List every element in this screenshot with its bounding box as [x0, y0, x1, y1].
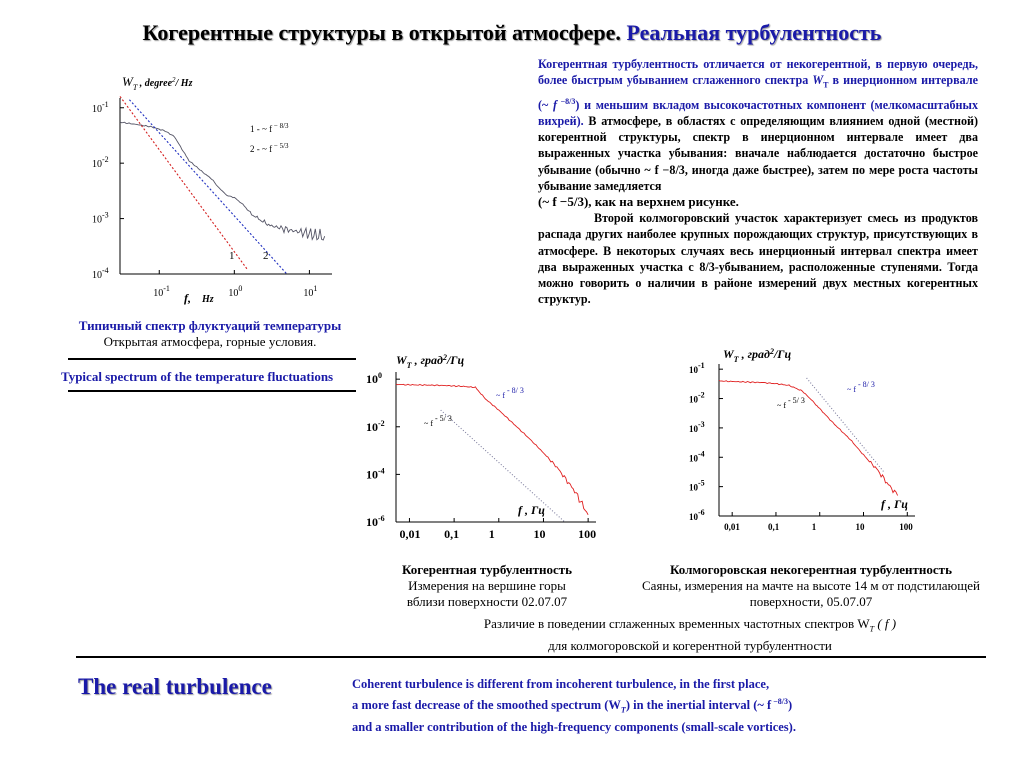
title-black: Когерентные структуры в открытой атмосфере.	[142, 20, 621, 45]
annotation-5-3: ~ f - 5/ 3	[424, 414, 452, 428]
series-line-2	[807, 378, 885, 473]
y-tick-label: $10^{-2}$	[92, 155, 109, 171]
footer-title: The real turbulence	[78, 674, 272, 699]
y-tick-label: 10-1	[689, 361, 705, 376]
left-caption-subtitle: Открытая атмосфера, горные условия.	[103, 334, 317, 349]
p1-blue-b: в инерционном интервале (~	[538, 73, 978, 112]
y-tick-label: 10-6	[689, 508, 705, 522]
annotation-8-3: ~ f - 8/ 3	[496, 386, 524, 400]
y-tick-label: $10^{-4}$	[366, 466, 385, 482]
x-tick-label: $10^0$	[228, 284, 243, 299]
annotation-8-3: ~ f - 8/ 3	[847, 380, 875, 394]
p1-sym-f: f	[552, 97, 557, 112]
left-caption-title: Типичный спектр флуктуаций температуры	[78, 318, 342, 333]
y-tick-label: $10^{-1}$	[92, 99, 109, 115]
annotation-5-3: ~ f - 5/ 3	[777, 396, 805, 410]
x-axis-label: f , Гц	[881, 497, 908, 511]
left-divider-top	[68, 358, 356, 360]
x-tick-label: $10^1$	[303, 284, 318, 299]
middle-caption-line2: вблизи поверхности 02.07.07	[406, 594, 568, 609]
p1-blue-a: Когерентная турбулентность отличается от некогерентной, в первую очередь, более быстрым убыванием сглаженного спектра	[538, 57, 978, 88]
footer-line2a: a more fast decrease of the smoothed spectrum (W	[352, 698, 621, 713]
y-tick-label: 10-5	[689, 478, 705, 493]
series-line-1	[719, 380, 898, 495]
y-tick-label: $10^0$	[366, 371, 382, 387]
title-blue: Реальная турбулентность	[626, 20, 882, 45]
y-tick-label: 10-2	[689, 390, 705, 405]
series-line-2	[441, 410, 565, 522]
x-tick-label: 0,01	[724, 522, 740, 532]
right-caption	[618, 562, 1004, 610]
right-caption-line2: поверхности, 05.07.07	[749, 594, 873, 609]
y-axis-label: $W_T$ , град$^2$/Гц	[396, 353, 465, 370]
p1-end: (~ f −5/3), как на верхнем рисунке.	[538, 194, 739, 210]
series-line-1	[120, 122, 325, 240]
footer-line1: Coherent turbulence is different from incoherent turbulence, in the first place,	[352, 677, 770, 691]
footer-line2-sub: T	[620, 705, 626, 715]
legend-entry: 1 - ~ f $^{- 8/3}$	[250, 122, 289, 134]
x-axis-label: f,	[184, 291, 191, 305]
comparison-line2: для колмогоровской и когерентной турбулентности	[548, 637, 832, 653]
p2: Второй колмогоровский участок характеризует смесь из продуктов распада других наиболее крупных порождающих структур, присутствующих в атмосфере. В некоторых случаях весь инерционный интервал спектра имеет два выраженных участка с 8/3-убыванием, расположенные ступенями. Тогда можно говорить о наличии в районе измерений двух местных когерентных структур.	[538, 211, 978, 307]
x-tick-label: $10^{-1}$	[153, 284, 170, 299]
p1-sym-t: T	[823, 80, 829, 90]
y-tick-label: $10^{-3}$	[92, 210, 109, 226]
comparison-line1-end: ( f )	[874, 616, 897, 631]
x-tick-label: 0,1	[444, 527, 460, 541]
description-paragraph	[538, 56, 978, 307]
y-tick-label: 10-4	[689, 449, 705, 464]
footer-divider	[76, 656, 986, 658]
p1-exp: −8/3	[557, 96, 576, 106]
left-divider-bottom	[68, 390, 356, 392]
x-tick-label: 100	[899, 522, 913, 532]
p1-sym-w: W	[812, 73, 824, 88]
x-tick-label: 0,1	[767, 522, 780, 532]
left-chart	[88, 70, 348, 310]
right-caption-title: Колмогоровская некогерентная турбулентность	[670, 562, 952, 577]
comparison-caption	[420, 616, 960, 654]
x-axis-unit: Hz	[202, 294, 214, 305]
y-axis-label: $W_T$ $^{, degree2}_{/ Hz}$	[122, 74, 193, 92]
y-tick-label: $10^{-4}$	[92, 266, 109, 281]
x-tick-label: 100	[578, 527, 597, 541]
series-line-1	[396, 384, 588, 515]
comparison-line1: Различие в поведении сглаженных временных частотных спектров W	[483, 616, 870, 631]
footer-line2-exp: −8/3	[771, 697, 788, 706]
y-tick-label: 10-3	[689, 419, 705, 434]
left-caption-english: Typical spectrum of the temperature fluctuations	[61, 369, 334, 384]
p1-blue-c: ) и меньшим вкладом высокочастотных компонент (мелкомасштабных вихрей).	[538, 97, 978, 129]
y-tick-label: $10^{-2}$	[366, 418, 385, 434]
left-caption	[40, 318, 380, 350]
footer-line3: and a smaller contribution of the high-frequency components (small-scale vortices).	[352, 719, 796, 734]
footer-line2c: )	[787, 698, 793, 713]
x-tick-label: 1	[488, 527, 495, 541]
x-tick-label: 1	[811, 522, 817, 532]
middle-caption-title: Когерентная турбулентность	[401, 562, 572, 577]
p1-black: В атмосфере, в областях с определяющим влиянием одной (местной) когерентной структуры, спектр в инерционном интервале имеет два выраженных участка убывания: вначале наблюдается достаточно быстрое убывание (обычно ~ f −8/3, иногда даже быстрее), затем по мере роста частоты убывание замедляется	[538, 114, 978, 193]
comparison-sub: T	[869, 624, 875, 634]
line-label-2: 2	[263, 250, 269, 262]
x-tick-label: 10	[855, 522, 865, 532]
y-tick-label: $10^{-6}$	[366, 514, 385, 529]
legend-entry: 2 - ~ f $^{- 5/3}$	[250, 142, 289, 154]
right-caption-line1: Саяны, измерения на мачте на высоте 14 м от подстилающей	[642, 578, 980, 593]
middle-caption	[352, 562, 622, 610]
x-axis-label: f , Гц	[518, 503, 545, 517]
x-tick-label: 10	[533, 527, 546, 541]
x-tick-label: 0,01	[399, 527, 421, 541]
middle-caption-line1: Измерения на вершине горы	[408, 578, 566, 593]
series-line-2	[120, 96, 248, 269]
footer-line2b: ) in the inertial interval (~ f	[625, 698, 772, 713]
page-title	[0, 20, 1024, 46]
middle-chart	[362, 348, 612, 544]
right-chart	[685, 342, 930, 538]
footer-text	[352, 676, 972, 736]
line-label-1: 1	[229, 250, 235, 262]
y-axis-label: $W_T$ , град$^2$/Гц	[723, 347, 792, 364]
